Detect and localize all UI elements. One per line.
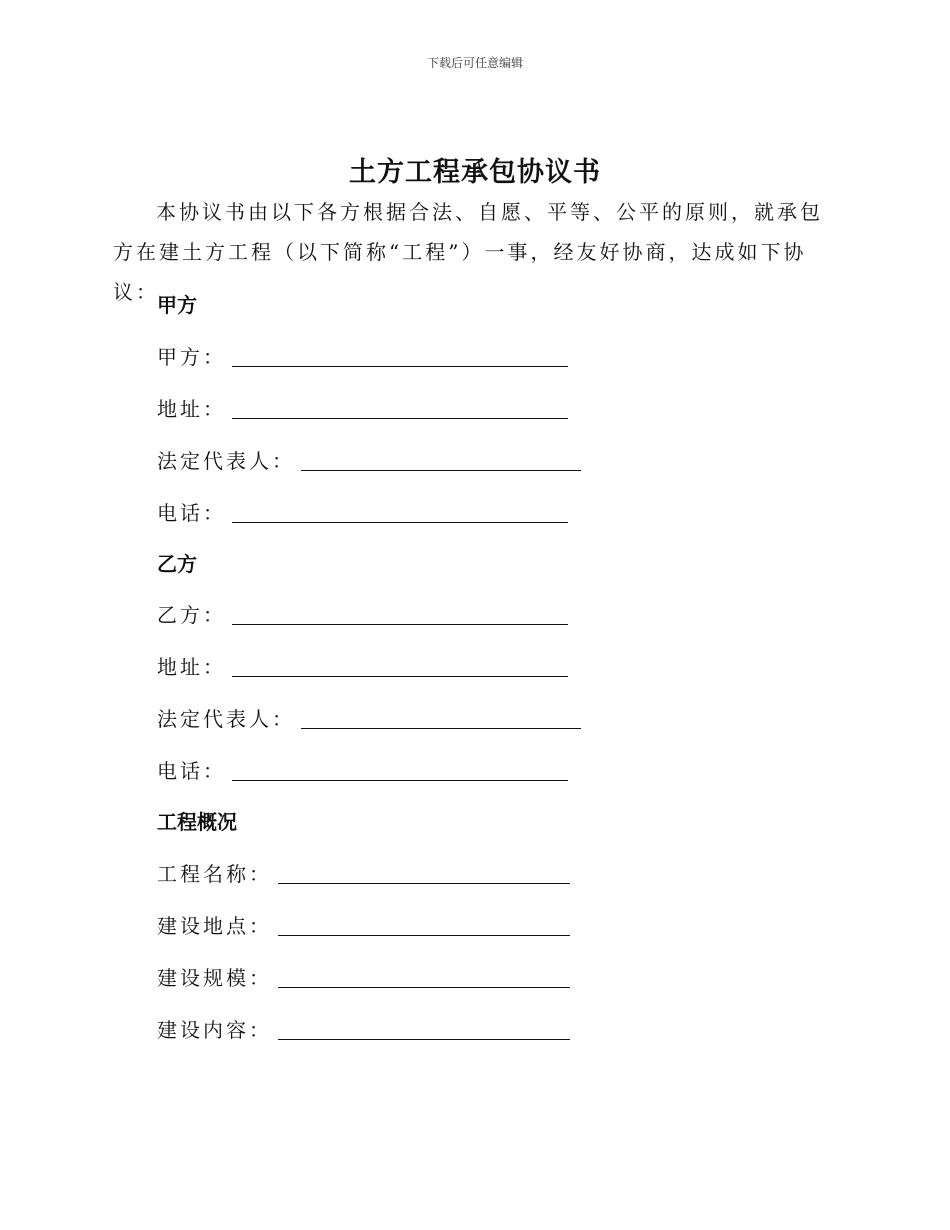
project-content-row	[157, 1013, 570, 1043]
party-a-heading: 甲方	[157, 293, 197, 317]
party-b-phone-row	[157, 754, 568, 784]
project-name-row	[157, 857, 570, 887]
project-name-label: 工程名称：	[157, 862, 272, 886]
party-a-address-row	[157, 392, 568, 422]
party-b-representative-row	[157, 702, 581, 732]
party-a-name-label: 甲方：	[157, 345, 226, 369]
document-title: 土方工程承包协议书	[349, 157, 601, 188]
project-content-field[interactable]	[278, 1017, 570, 1040]
project-content-label: 建设内容：	[157, 1018, 272, 1042]
intro-paragraph: 本协议书由以下各方根据合法、自愿、平等、公平的原则，就承包方在建土方工程（以下简称“工程”）一事，经友好协商，达成如下协议：	[113, 200, 823, 304]
party-a-address-label: 地址：	[157, 397, 226, 421]
party-b-name-field[interactable]	[232, 602, 568, 625]
party-b-address-field[interactable]	[232, 654, 568, 677]
party-a-phone-label: 电话：	[157, 501, 226, 525]
party-b-name-row	[157, 598, 568, 628]
project-heading: 工程概况	[157, 810, 237, 834]
party-b-phone-field[interactable]	[232, 758, 568, 781]
party-b-representative-label: 法定代表人：	[157, 707, 295, 731]
party-a-representative-field[interactable]	[301, 448, 581, 471]
party-a-name-field[interactable]	[232, 344, 568, 367]
project-scale-row	[157, 961, 570, 991]
project-location-field[interactable]	[278, 913, 570, 936]
party-b-phone-label: 电话：	[157, 759, 226, 783]
project-location-label: 建设地点：	[157, 914, 272, 938]
header-note: 下载后可任意编辑	[426, 56, 523, 70]
party-b-address-row	[157, 650, 568, 680]
party-b-address-label: 地址：	[157, 655, 226, 679]
party-b-heading: 乙方	[157, 552, 197, 576]
party-a-representative-row	[157, 444, 581, 474]
project-location-row	[157, 909, 570, 939]
party-a-address-field[interactable]	[232, 396, 568, 419]
party-b-name-label: 乙方：	[157, 603, 226, 627]
party-a-phone-row	[157, 496, 568, 526]
party-a-representative-label: 法定代表人：	[157, 449, 295, 473]
party-a-phone-field[interactable]	[232, 500, 568, 523]
project-scale-field[interactable]	[278, 965, 570, 988]
party-b-representative-field[interactable]	[301, 706, 581, 729]
party-a-name-row	[157, 340, 568, 370]
project-scale-label: 建设规模：	[157, 966, 272, 990]
project-name-field[interactable]	[278, 861, 570, 884]
